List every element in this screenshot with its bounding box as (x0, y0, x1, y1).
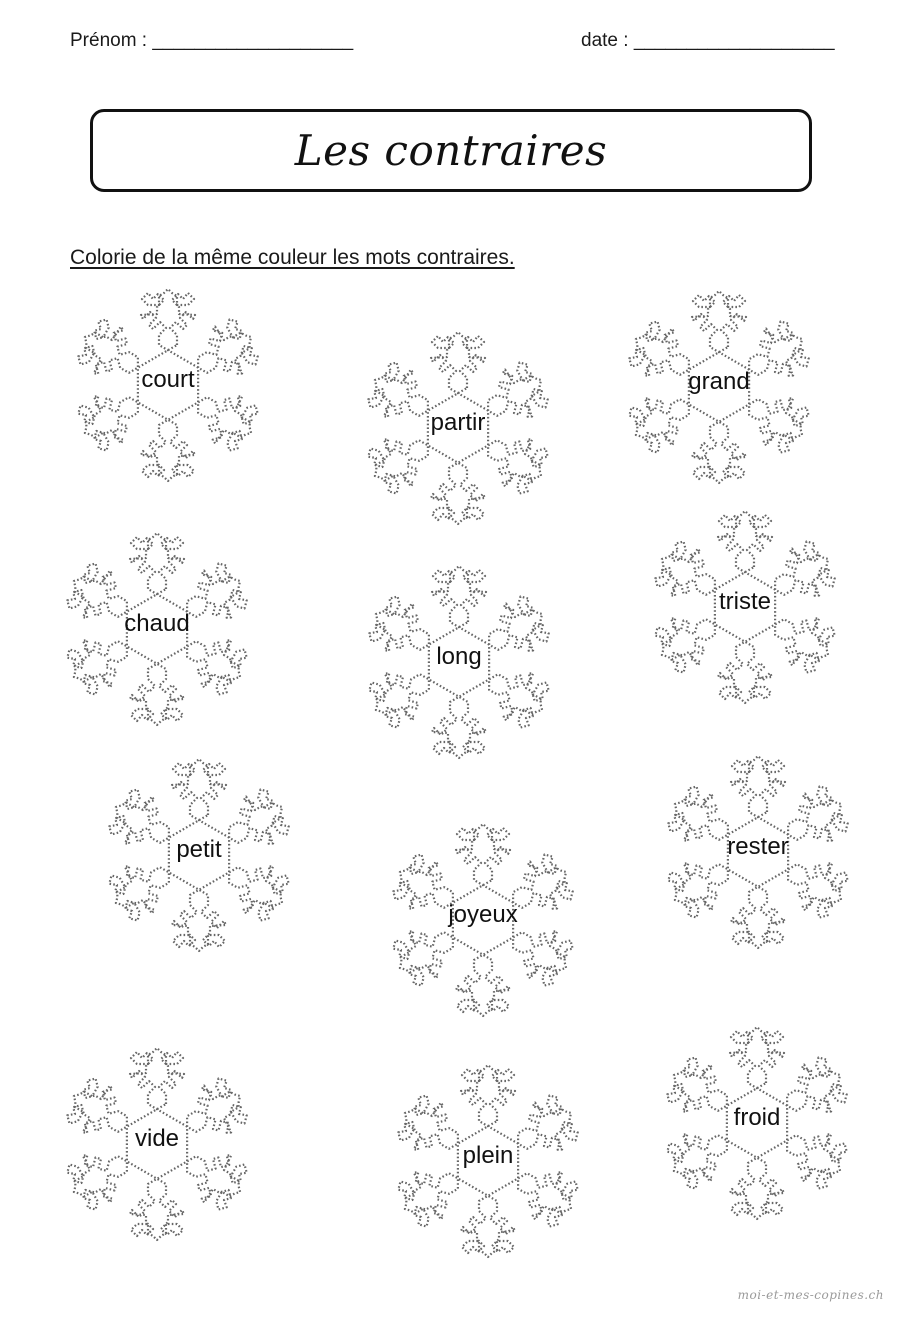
snowflake-word: joyeux (448, 901, 518, 928)
snowflake-triste[interactable] (650, 512, 840, 702)
snowflake-word: partir (430, 409, 486, 436)
snowflake-plein[interactable] (393, 1066, 583, 1256)
page-title: Les contraires (294, 126, 608, 175)
snowflake-word: rester (727, 833, 789, 860)
snowflake-word: plein (462, 1142, 514, 1169)
snowflake-word: long (436, 643, 482, 670)
snowflake-froid[interactable] (662, 1028, 852, 1218)
snowflake-chaud[interactable] (62, 534, 252, 724)
instruction-text: Colorie de la même couleur les mots contraires. (70, 246, 515, 269)
snowflake-word: petit (176, 836, 222, 863)
snowflake-long[interactable] (364, 567, 554, 757)
snowflake-court[interactable] (73, 290, 263, 480)
date-field[interactable]: date : ___________________ (581, 30, 835, 51)
title-box (90, 109, 812, 192)
firstname-field[interactable]: Prénom : ___________________ (70, 30, 354, 51)
snowflake-joyeux[interactable] (388, 825, 578, 1015)
snowflake-vide[interactable] (62, 1049, 252, 1239)
snowflake-word: court (141, 366, 195, 393)
snowflake-word: triste (718, 588, 771, 615)
snowflake-word: froid (733, 1104, 781, 1131)
snowflake-word: grand (688, 368, 750, 395)
snowflake-grand[interactable] (624, 292, 814, 482)
snowflake-petit[interactable] (104, 760, 294, 950)
watermark: moi-et-mes-copines.ch (737, 1288, 884, 1302)
snowflake-partir[interactable] (363, 333, 553, 523)
snowflake-rester[interactable] (663, 757, 853, 947)
snowflake-word: vide (134, 1125, 180, 1152)
snowflake-word: chaud (124, 610, 190, 637)
